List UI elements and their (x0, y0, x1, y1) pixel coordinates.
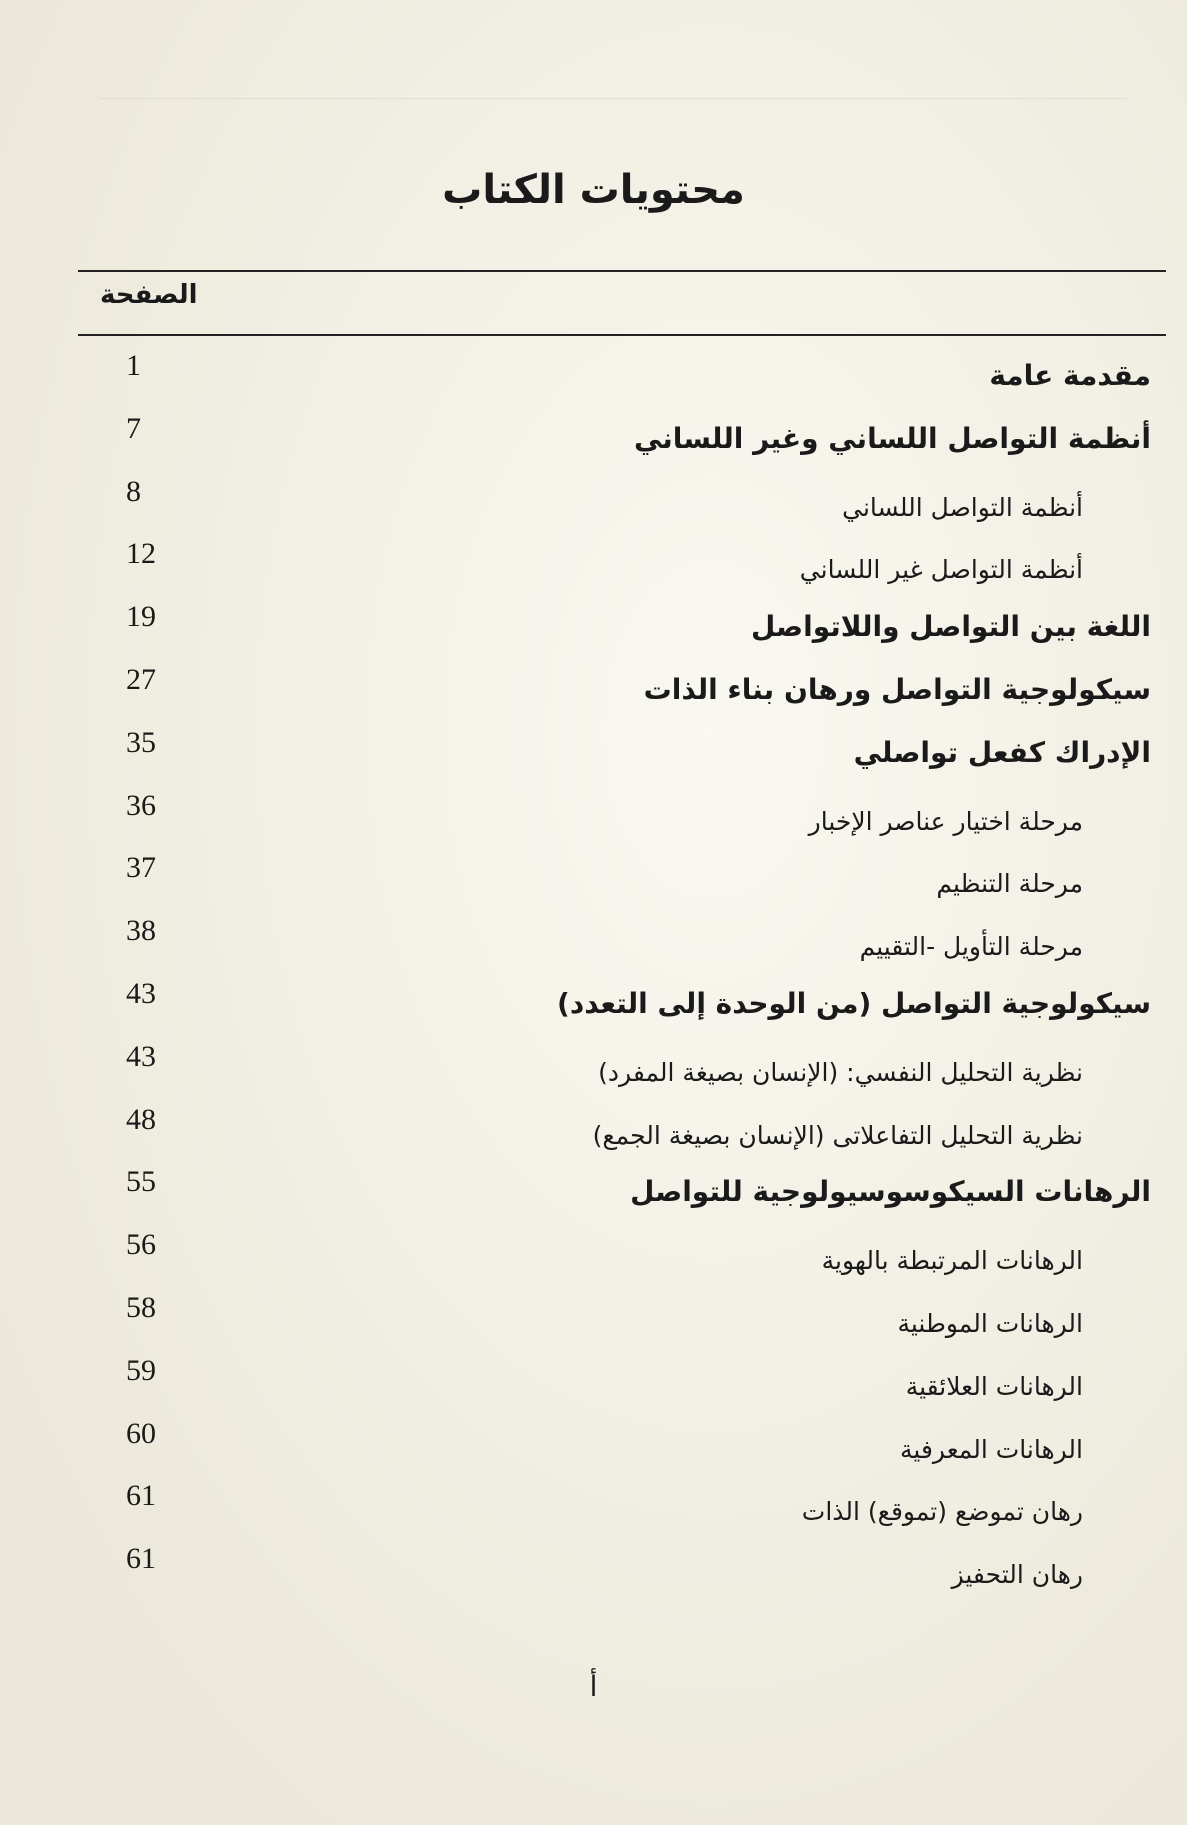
toc-entry (0, 471, 1187, 534)
toc-entry (0, 973, 1187, 1036)
header-rule-top (78, 270, 1166, 272)
toc-chapter-title: الإدراك كفعل تواصلي (853, 735, 1151, 769)
toc-page-number: 48 (126, 1102, 156, 1136)
page-column-header: الصفحة (100, 280, 198, 310)
toc-page-number: 59 (126, 1353, 156, 1387)
toc-page-number: 37 (126, 851, 156, 885)
toc-page-number: 38 (126, 914, 156, 948)
toc-page-number: 27 (126, 662, 156, 696)
toc-entry (0, 533, 1187, 596)
toc-entry (0, 345, 1187, 408)
toc-section-title: أنظمة التواصل اللساني (842, 492, 1083, 522)
toc-chapter-title: مقدمة عامة (989, 359, 1151, 392)
toc-entry (0, 1224, 1187, 1287)
toc-page-number: 43 (126, 1039, 156, 1073)
toc-section-title: أنظمة التواصل غير اللساني (799, 555, 1083, 585)
toc-section-title: الرهانات المرتبطة بالهوية (821, 1246, 1083, 1276)
toc-entry (0, 910, 1187, 973)
toc-entry (0, 785, 1187, 848)
toc-entry (0, 1475, 1187, 1538)
toc-entry (0, 659, 1187, 722)
table-of-contents (0, 345, 1187, 1601)
toc-page-number: 35 (126, 725, 156, 759)
toc-section-title: مرحلة التأويل -التقييم (859, 932, 1083, 962)
toc-entry (0, 847, 1187, 910)
toc-chapter-title: اللغة بين التواصل واللاتواصل (751, 610, 1151, 644)
toc-chapter-title: أنظمة التواصل اللساني وغير اللساني (633, 421, 1151, 455)
toc-section-title: الرهانات العلائقية (905, 1371, 1083, 1401)
toc-chapter-title: سيكولوجية التواصل ورهان بناء الذات (643, 672, 1151, 706)
toc-section-title: الرهانات المعرفية (900, 1434, 1083, 1464)
toc-page-number: 36 (126, 788, 156, 822)
toc-page-number: 61 (126, 1479, 156, 1513)
toc-entry (0, 722, 1187, 785)
toc-page-number: 8 (126, 474, 141, 508)
toc-section-title: رهان التحفيز (951, 1560, 1083, 1590)
toc-section-title: رهان تموضع (تموقع) الذات (801, 1497, 1083, 1527)
toc-section-title: نظرية التحليل التفاعلاتى (الإنسان بصيغة الجمع) (592, 1120, 1083, 1150)
page-title: محتويات الكتاب (442, 166, 745, 213)
toc-page-number: 55 (126, 1165, 156, 1199)
toc-section-title: الرهانات الموطنية (897, 1308, 1083, 1338)
toc-entry (0, 1413, 1187, 1476)
toc-chapter-title: الرهانات السيكوسوسيولوجية للتواصل (630, 1175, 1151, 1209)
toc-section-title: نظرية التحليل النفسي: (الإنسان بصيغة المفرد) (598, 1057, 1083, 1087)
toc-page-number: 7 (126, 411, 141, 445)
toc-page-number: 19 (126, 600, 156, 634)
toc-entry (0, 1036, 1187, 1099)
toc-section-title: مرحلة اختيار عناصر الإخبار (808, 806, 1083, 836)
toc-page-number: 43 (126, 976, 156, 1010)
toc-section-title: مرحلة التنظيم (936, 869, 1083, 899)
toc-entry (0, 596, 1187, 659)
toc-page-number: 61 (126, 1542, 156, 1576)
toc-page-number: 56 (126, 1228, 156, 1262)
toc-entry (0, 1287, 1187, 1350)
toc-page-number: 60 (126, 1416, 156, 1450)
toc-page-number: 58 (126, 1290, 156, 1324)
toc-entry (0, 1161, 1187, 1224)
toc-entry (0, 1538, 1187, 1601)
toc-chapter-title: سيكولوجية التواصل (من الوحدة إلى التعدد) (557, 986, 1151, 1020)
toc-entry (0, 1350, 1187, 1413)
toc-entry (0, 408, 1187, 471)
toc-page-number: 1 (126, 349, 141, 382)
toc-page-number: 12 (126, 537, 156, 571)
toc-entry (0, 1099, 1187, 1162)
header-rule-bottom (78, 334, 1166, 336)
page-folio: أ (589, 1670, 598, 1703)
show-through-line (100, 98, 1127, 99)
